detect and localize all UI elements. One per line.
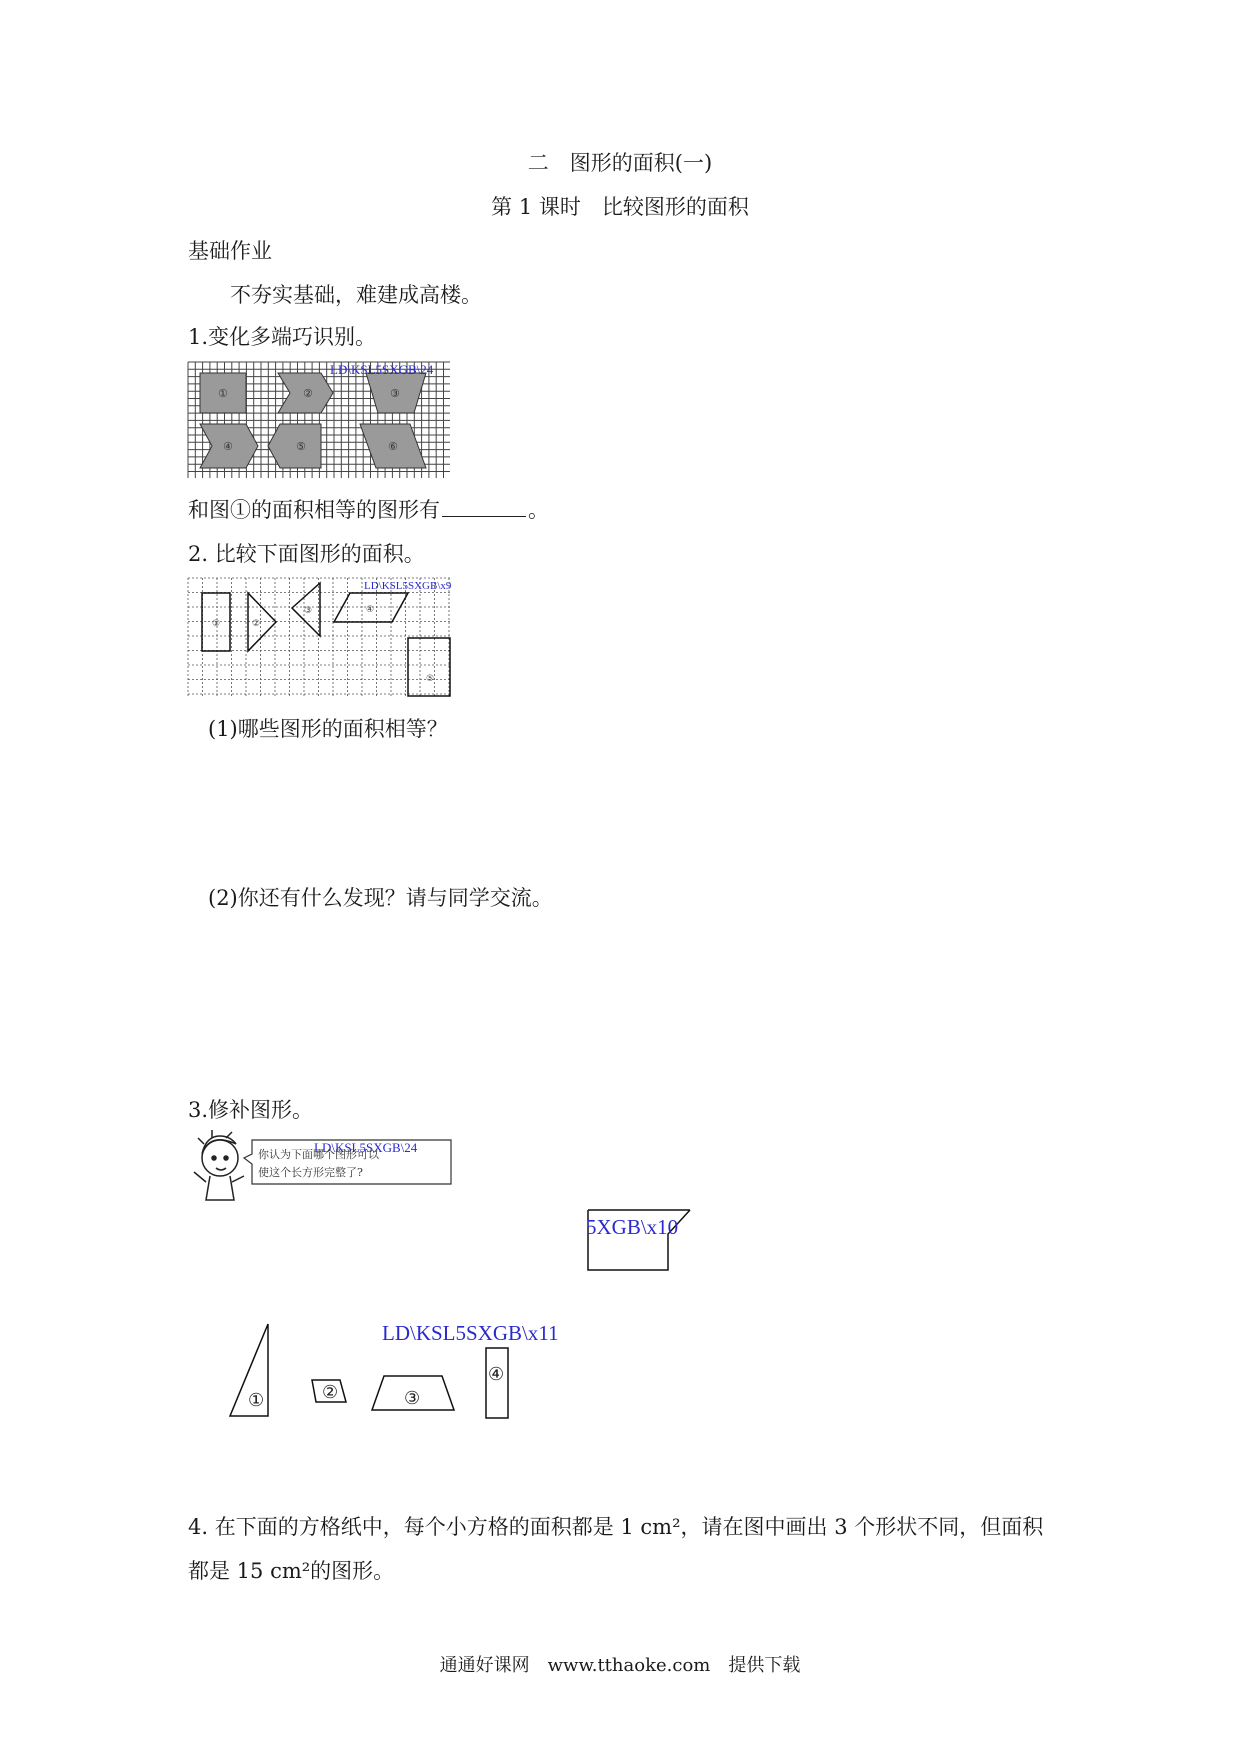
- cartoon-child: [194, 1130, 244, 1200]
- q2-sub1: (1)哪些图形的面积相等？: [208, 717, 448, 741]
- q3-label-1: ①: [248, 1390, 265, 1411]
- q1-watermark: LD\KSL5SXGB\24: [330, 362, 434, 377]
- q3-label-3: ③: [404, 1388, 421, 1409]
- q1-grid-figure: [188, 362, 450, 480]
- q1-prompt: 和图①的面积相等的图形有 。: [188, 498, 549, 522]
- q1-label-6: ⑥: [388, 440, 398, 453]
- q1-label-3: ③: [390, 387, 400, 400]
- answer-blank[interactable]: [442, 496, 526, 517]
- lesson-title: 第 1 课时 比较图形的面积: [491, 195, 749, 219]
- q1-label-1: ①: [218, 387, 228, 400]
- q3-incomplete-rectangle: [586, 1208, 696, 1272]
- bubble-line-2: 使这个长方形完整了?: [258, 1166, 363, 1179]
- q1-label-5: ⑤: [296, 440, 306, 453]
- q3-label-4: ④: [488, 1364, 505, 1385]
- q1-shape-5: [268, 424, 321, 468]
- q2-sub2: (2)你还有什么发现？请与同学交流。: [208, 886, 553, 910]
- q2-label-1: ①: [212, 619, 221, 629]
- q2-label-4: ④: [366, 605, 375, 615]
- q2-label-5: ⑤: [426, 674, 435, 684]
- q1-label-2: ②: [303, 387, 313, 400]
- q2-grid-figure: [188, 578, 452, 698]
- q4-line-2: 都是 15 cm²的图形。: [188, 1559, 395, 1583]
- q3-option-shapes: [226, 1318, 559, 1420]
- q3-title: 3.修补图形。: [188, 1098, 314, 1122]
- q2-title: 2. 比较下面图形的面积。: [188, 542, 425, 566]
- q2-label-2: ②: [252, 619, 261, 629]
- q2-shape-5: [408, 638, 450, 696]
- q2-watermark: LD\KSL5SXGB\x9: [364, 580, 452, 592]
- q3-cartoon-bubble: [186, 1128, 456, 1210]
- section-label: 基础作业: [188, 239, 272, 263]
- q4-line-1: 4. 在下面的方格纸中，每个小方格的面积都是 1 cm²，请在图中画出 3 个形状不同，但面积: [188, 1515, 1044, 1539]
- footer: 通通好课网 www.tthaoke.com 提供下载: [439, 1655, 801, 1676]
- motto: 不夯实基础，难建成高楼。: [230, 283, 482, 307]
- q2-grid-lines: [188, 578, 450, 696]
- q3-bubble-watermark: LD\KSL5SXGB\24: [314, 1140, 418, 1155]
- q3-shapes-watermark: LD\KSL5SXGB\x11: [382, 1321, 559, 1345]
- q3-rect-watermark: 5XGB\x10: [586, 1215, 679, 1239]
- bubble-line-1: 你认为下面哪个图形可以: [258, 1148, 379, 1161]
- q3-label-2: ②: [322, 1382, 339, 1403]
- chapter-title: 二 图形的面积(一): [527, 151, 713, 175]
- q2-label-3: ③: [304, 606, 313, 616]
- q1-title: 1.变化多端巧识别。: [188, 325, 377, 349]
- q1-label-4: ④: [223, 440, 233, 453]
